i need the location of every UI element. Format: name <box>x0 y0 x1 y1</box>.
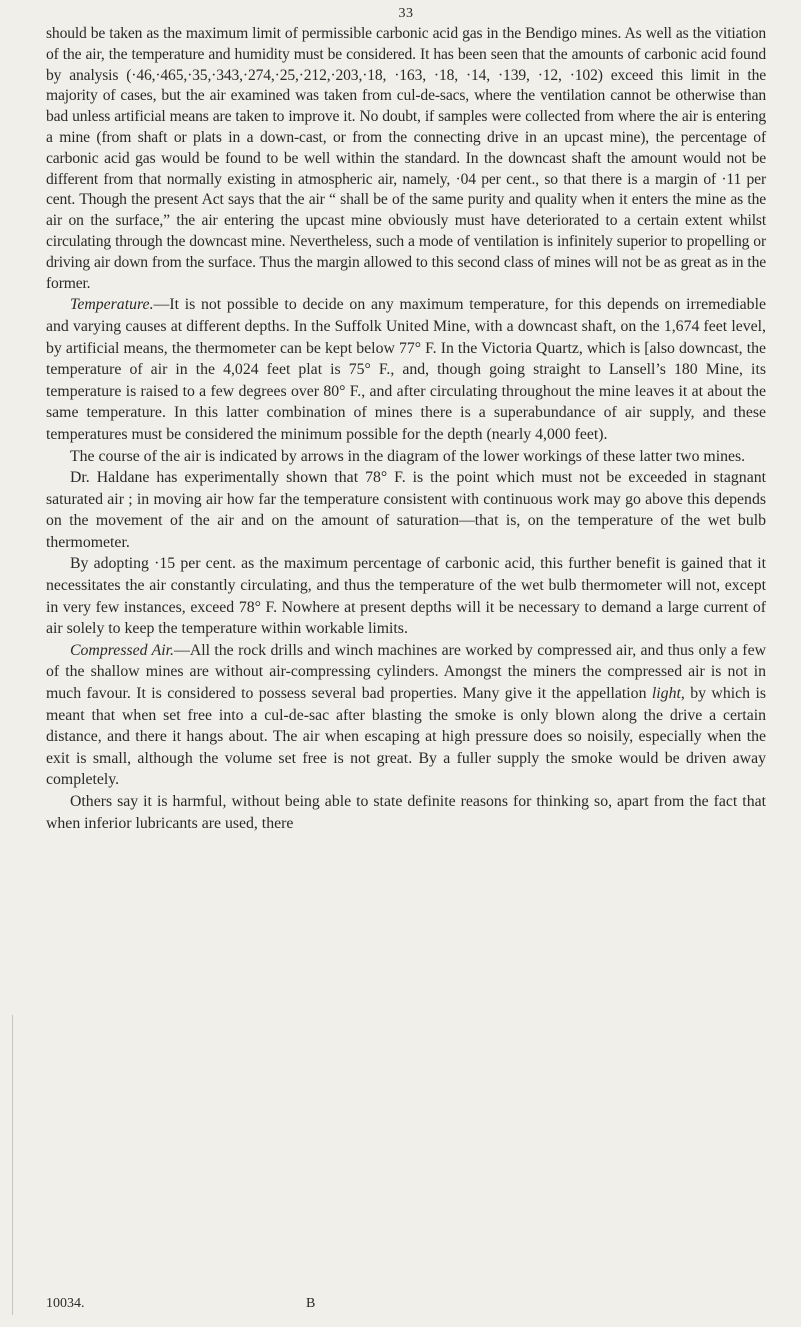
paragraph-text: The course of the air is indicated by arrows in the diagram of the lower workings of these latter two mines. <box>70 447 746 465</box>
paragraph-temperature <box>46 294 766 445</box>
paragraph-text: —All the rock drills and winch machines are worked by compressed air, and thus only a few of the shallow mines are without air-compressing cylinders. Amongst the miners the compressed air is not in much favour. It is considered to possess several bad properties. Many give it the appellation <box>46 641 766 703</box>
binding-edge-line <box>12 1015 13 1315</box>
body-text <box>46 24 766 834</box>
paragraph-percentage <box>46 553 766 639</box>
paragraph-haldane <box>46 467 766 553</box>
paragraph-text: —It is not possible to decide on any maximum temperature, for this depends on irremediable and varying causes at different depths. In the Suffolk United Mine, with a downcast shaft, on the 1,674 feet level, by artificial means, the thermometer can be kept below 77° F. In the Victoria Quartz, which is [also downcast, the temperature of air in the 4,024 feet plat is 75° F., and, though going straight to Lansell’s 180 Mine, its temperature is raised to a few degrees over 80° F., and after circulating throughout the mine leaves it at about the same temperature. In this latter combination of mines there is a superabundance of air supply, and these temperatures must be considered the minimum possible for the depth (nearly 4,000 feet). <box>46 296 766 443</box>
signature-mark: B <box>306 1296 316 1311</box>
paragraph-carbonic-acid-limit <box>46 24 766 294</box>
paragraph-text: Others say it is harmful, without being able to state definite reasons for thinking so, apart from the fact that when inferior lubricants are used, there <box>46 793 766 832</box>
paragraph-compressed-air <box>46 640 766 791</box>
section-heading-compressed-air: Compressed Air. <box>70 641 175 659</box>
paragraph-text: , by which is meant that when set free into a cul-de-sac after blasting the smoke is only blown along the drive a certain distance, and there it hangs about. The air when escaping at high pressure does so noisily, especially when the exit is small, although the volume set free is not great. By a fuller supply the smoke would be driven away completely. <box>46 685 766 789</box>
section-heading-temperature: Temperature. <box>70 296 154 314</box>
book-page <box>46 0 766 1327</box>
paragraph-text: Dr. Haldane has experimentally shown that 78° F. is the point which must not be exceeded in stagnant saturated air ; in moving air how far the temperature consistent with continuous work may go above this depends on the movement of the air and on the amount of saturation—that is, on the temperature of the wet bulb thermometer. <box>46 469 766 551</box>
paragraph-text: By adopting ·15 per cent. as the maximum percentage of carbonic acid, this further benefit is gained that it necessitates the air constantly circulating, and thus the temperature of the wet bulb thermometer will not, except in very few instances, exceed 78° F. Nowhere at present depths will it be necessary to demand a large current of air solely to keep the temperature within workable limits. <box>46 555 766 638</box>
italic-term: light <box>651 685 681 703</box>
paragraph-others <box>46 791 766 834</box>
paragraph-text: should be taken as the maximum limit of permissible carbonic acid gas in the Bendigo mines. As well as the vitiation of the air, the temperature and humidity must be considered. It has been seen that the amounts of carbonic acid found by analysis (·46,·465,·35,·343,·274,·25,·212,·203,·18, ·163, ·18, ·14, ·139, ·12, ·102) exceed this limit in the majority of cases, but the air examined was taken from cul-de-sacs, where the ventilation cannot be otherwise than bad unless artificial means are taken to improve it. No doubt, if samples were collected from where the air is entering a mine (from shaft or plats in a down-cast, or from the connecting drive in an upcast mine), the percentage of carbonic acid gas would be found to be well within the standard. In the downcast shaft the amount would not be different from that normally existing in atmospheric air, namely, ·04 per cent., so that there is a margin of ·11 per cent. Though the present Act says that the air “ shall be of the same purity and quality when it enters the mine as the air on the surface,” the air entering the upcast mine obviously must have deteriorated to a certain extent whilst circulating through the downcast mine. Nevertheless, such a mode of ventilation is infinitely superior to propelling or driving air down from the surface. Thus the margin allowed to this second class of mines will not be as great as in the former. <box>46 25 766 292</box>
paragraph-air-course <box>46 446 766 468</box>
print-code: 10034. <box>46 1296 85 1311</box>
page-number: 33 <box>398 6 414 21</box>
